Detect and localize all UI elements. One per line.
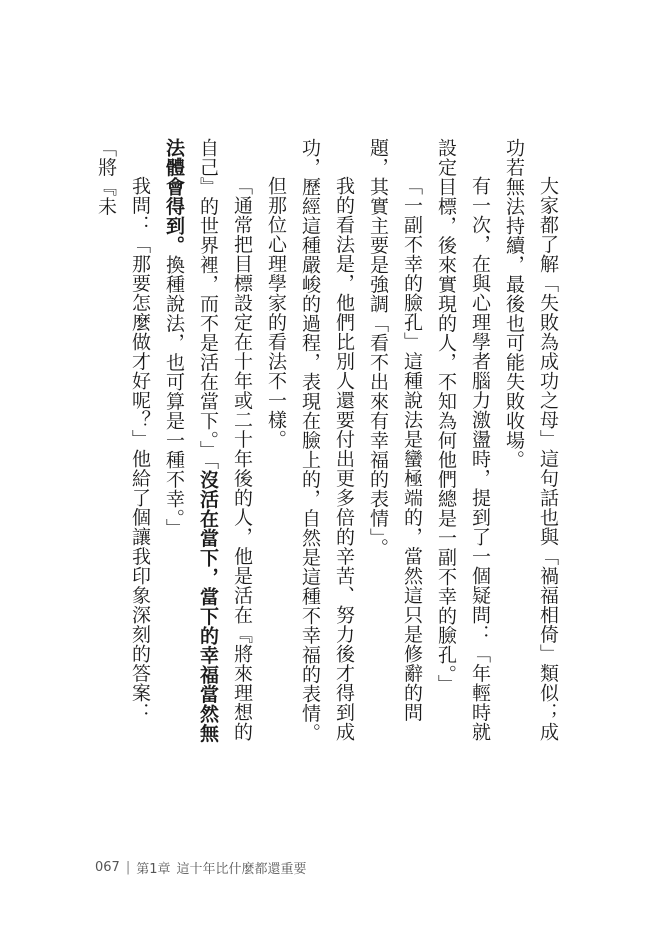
- paragraph-text: 「一副不幸的臉孔」這種說法是蠻極端的，當然這只是修辭的問題，其實主要是強調「看不出來有幸福的表情」。: [367, 138, 423, 722]
- paragraph-text: 有一次，在與心理學者腦力激盪時，提到了一個疑問：「年輕時就設定目標，後來實現的人，不知為何他們總是一副不幸的臉孔。」: [435, 138, 491, 742]
- emphasized-text: 沒活在當下，當下的幸福當然無法體會得到。: [163, 138, 219, 743]
- paragraph: [293, 138, 361, 758]
- page-number: 067: [95, 860, 120, 875]
- footer-separator: |: [125, 860, 131, 875]
- chapter-title: 這十年比什麼都還重要: [176, 862, 307, 877]
- paragraph-text: 「通常把目標設定在十年或二十年後的人，他是活在『將來理想的自己』的世界裡，而不是活在當下。」「: [197, 138, 253, 742]
- paragraph: [429, 138, 497, 758]
- page-footer: [95, 858, 307, 877]
- vertical-text-body: [95, 138, 565, 758]
- paragraph: [259, 138, 293, 758]
- paragraph-text: 換種說法，也可算是一種不幸。」: [163, 255, 185, 538]
- paragraph: [497, 138, 565, 758]
- paragraph-text: 但那位心理學家的看法不一樣。: [265, 176, 287, 449]
- paragraph-text: 我的看法是，他們比別人還要付出更多倍的辛苦、努力後才得到成功，歷經這種嚴峻的過程，表現在臉上的，自然是這種不幸福的表情。: [299, 138, 355, 743]
- paragraph-text: 大家都了解「失敗為成功之母」這句話也與「禍福相倚」類似；成功若無法持續，最後也可能失敗收場。: [503, 138, 559, 742]
- paragraph-text: 我問：「那要怎麼做才好呢？」他給了個讓我印象深刻的答案：「將『未: [95, 138, 151, 722]
- chapter-label: 第1章: [136, 862, 171, 877]
- paragraph: [157, 138, 259, 758]
- paragraph: [89, 138, 157, 758]
- paragraph: [361, 138, 429, 758]
